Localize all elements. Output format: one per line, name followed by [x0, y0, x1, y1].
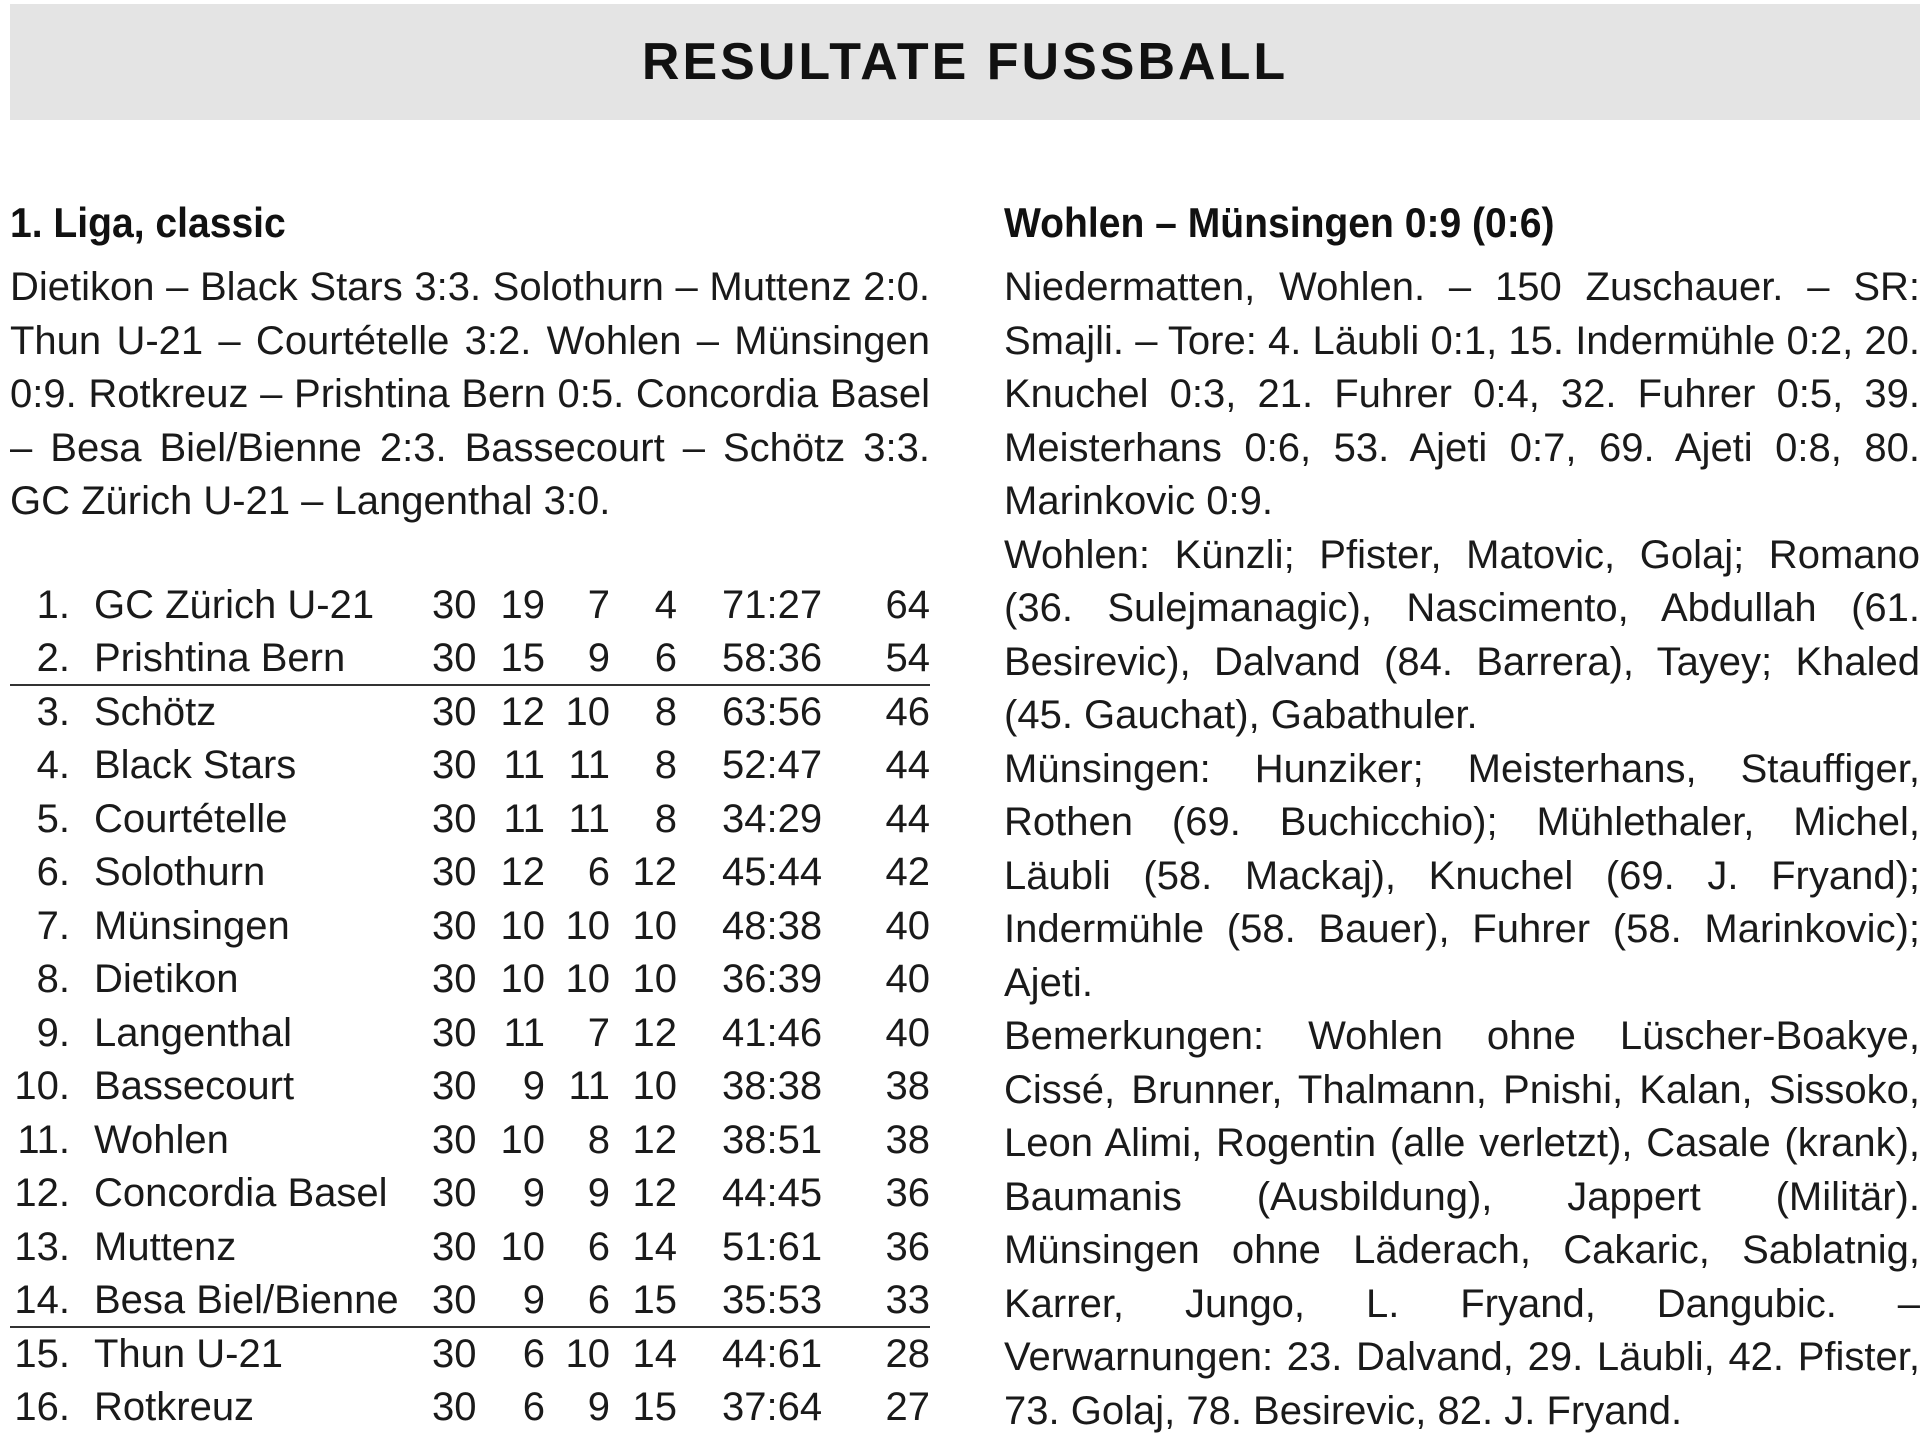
standings-points: 36 [885, 1171, 930, 1215]
standings-goals: 34:29 [722, 796, 823, 841]
standings-row [10, 793, 930, 847]
standings-points: 54 [885, 636, 930, 680]
standings-rank: 3. [36, 689, 70, 734]
standings-team: Langenthal [94, 1010, 292, 1055]
standings-wins: 11 [503, 1010, 545, 1055]
standings-games: 30 [432, 1117, 477, 1162]
standings-team: Bassecourt [94, 1064, 295, 1108]
standings-row [10, 579, 930, 633]
standings-games: 30 [432, 1385, 477, 1429]
standings-draws: 10 [565, 1331, 610, 1376]
standings-team: Wohlen [94, 1117, 229, 1162]
standings-losses: 12 [632, 1010, 677, 1055]
standings-wins: 12 [500, 850, 545, 894]
standings-goals: 45:44 [722, 850, 823, 894]
standings-draws: 8 [587, 1117, 610, 1162]
standings-games: 30 [432, 1224, 477, 1269]
standings-draws: 6 [587, 850, 610, 894]
standings-row [10, 739, 930, 793]
standings-goals: 58:36 [722, 636, 823, 680]
standings-points: 46 [885, 689, 930, 734]
standings-rank: 8. [36, 957, 70, 1001]
standings-goals: 51:61 [722, 1224, 823, 1269]
standings-losses: 10 [632, 1064, 677, 1108]
standings-row [10, 632, 930, 686]
standings-goals: 37:64 [722, 1385, 823, 1429]
standings-points: 38 [885, 1117, 930, 1162]
standings-games: 30 [432, 743, 477, 787]
league-heading: 1. Liga, classic [10, 199, 286, 246]
standings-losses: 8 [654, 796, 677, 841]
standings-wins: 9 [522, 1171, 545, 1215]
standings-losses: 6 [654, 636, 677, 680]
standings-table [10, 579, 930, 1435]
standings-wins: 10 [500, 957, 545, 1001]
standings-points: 64 [885, 582, 930, 627]
standings-goals: 48:38 [722, 903, 823, 948]
standings-rank: 5. [36, 796, 70, 841]
standings-goals: 35:53 [722, 1278, 823, 1322]
standings-losses: 15 [632, 1278, 677, 1322]
standings-draws: 11 [568, 1064, 610, 1108]
standings-draws: 9 [587, 1171, 610, 1215]
standings-draws: 10 [565, 903, 610, 948]
standings-team: Black Stars [94, 743, 297, 787]
standings-rank: 10. [14, 1064, 70, 1108]
standings-points: 44 [885, 743, 930, 787]
results-paragraph: Dietikon – Black Stars 3:3. Solothurn – Muttenz 2:0. Thun U-21 – Courtételle 3:2. Wohlen – Münsingen 0:9. Rotkreuz – Prishtina Bern 0:5. Concordia Basel – Besa Biel/Bienne 2:3. Bassecourt – Schötz 3:3. GC Zürich U-21 – Langenthal 3:0. [10, 265, 930, 523]
standings-goals: 44:45 [722, 1171, 823, 1215]
standings-points: 40 [885, 957, 930, 1001]
standings-rank: 11. [17, 1117, 70, 1162]
standings-games: 30 [432, 1010, 477, 1055]
standings-wins: 10 [500, 903, 545, 948]
standings-goals: 41:46 [722, 1010, 823, 1055]
standings-losses: 8 [654, 743, 677, 787]
page-title: RESULTATE FUSSBALL [641, 33, 1289, 91]
standings-draws: 11 [568, 796, 610, 841]
standings-games: 30 [432, 582, 477, 627]
standings-team: Besa Biel/Bienne [94, 1278, 399, 1322]
standings-draws: 11 [568, 743, 610, 787]
standings-draws: 6 [587, 1224, 610, 1269]
standings-games: 30 [432, 1064, 477, 1108]
standings-rank: 9. [36, 1010, 70, 1055]
standings-wins: 15 [500, 636, 545, 680]
standings-goals: 52:47 [722, 743, 823, 787]
standings-row [10, 1007, 930, 1061]
standings-row [10, 1381, 930, 1435]
standings-rank: 4. [36, 743, 70, 787]
standings-points: 44 [885, 796, 930, 841]
standings-row [10, 686, 930, 740]
standings-points: 28 [885, 1331, 930, 1376]
standings-goals: 38:38 [722, 1064, 823, 1108]
standings-row [10, 846, 930, 900]
standings-goals: 63:56 [722, 689, 823, 734]
standings-wins: 9 [522, 1064, 545, 1108]
standings-row [10, 1167, 930, 1221]
standings-points: 33 [885, 1278, 930, 1322]
standings-draws: 6 [587, 1278, 610, 1322]
standings-team: Dietikon [94, 957, 239, 1001]
standings-row [10, 1328, 930, 1382]
standings-team: Schötz [94, 689, 217, 734]
standings-games: 30 [432, 957, 477, 1001]
standings-team: GC Zürich U-21 [94, 582, 375, 627]
standings-games: 30 [432, 850, 477, 894]
standings-points: 36 [885, 1224, 930, 1269]
standings-wins: 12 [500, 689, 545, 734]
left-column [10, 195, 930, 1435]
standings-wins: 19 [500, 582, 545, 627]
standings-rank: 1. [36, 582, 70, 627]
standings-draws: 7 [587, 1010, 610, 1055]
standings-row [10, 1060, 930, 1114]
standings-losses: 8 [654, 689, 677, 734]
standings-games: 30 [432, 1171, 477, 1215]
standings-losses: 12 [632, 850, 677, 894]
standings-games: 30 [432, 903, 477, 948]
standings-wins: 6 [522, 1331, 545, 1376]
standings-points: 38 [885, 1064, 930, 1108]
standings-losses: 10 [632, 957, 677, 1001]
right-column [1004, 195, 1920, 1438]
standings-wins: 10 [500, 1224, 545, 1269]
standings-wins: 10 [500, 1117, 545, 1162]
standings-draws: 9 [587, 636, 610, 680]
standings-losses: 14 [632, 1331, 677, 1376]
standings-row [10, 1274, 930, 1328]
standings-points: 40 [885, 1010, 930, 1055]
standings-team: Münsingen [94, 903, 290, 948]
standings-draws: 10 [565, 957, 610, 1001]
standings-losses: 4 [654, 582, 677, 627]
standings-games: 30 [432, 1278, 477, 1322]
standings-row [10, 1221, 930, 1275]
standings-goals: 44:61 [722, 1331, 823, 1376]
standings-team: Prishtina Bern [94, 636, 346, 680]
standings-rank: 6. [36, 850, 70, 894]
standings-team: Rotkreuz [94, 1385, 255, 1429]
standings-games: 30 [432, 1331, 477, 1376]
standings-row [10, 900, 930, 954]
standings-losses: 14 [632, 1224, 677, 1269]
standings-rank: 7. [36, 903, 70, 948]
standings-team: Solothurn [94, 850, 266, 894]
standings-team: Courtételle [94, 796, 288, 841]
standings-losses: 15 [632, 1385, 677, 1429]
standings-goals: 71:27 [722, 582, 823, 627]
standings-team: Concordia Basel [94, 1171, 388, 1215]
standings-wins: 6 [522, 1385, 545, 1429]
standings-rank: 2. [36, 636, 70, 680]
muensingen-lineup-paragraph: Münsingen: Hunziker; Meisterhans, Stauffiger, Rothen (69. Buchicchio); Mühlethaler, Michel, Läubli (58. Mackaj), Knuchel (69. J. Fryand); Indermühle (58. Bauer), Fuhrer (58. Marinkovic); Ajeti. [1004, 746, 1920, 1005]
standings-points: 42 [885, 850, 930, 894]
standings-team: Thun U-21 [94, 1331, 283, 1376]
standings-row [10, 1114, 930, 1168]
standings-row [10, 953, 930, 1007]
standings-points: 27 [885, 1385, 930, 1429]
standings-goals: 36:39 [722, 957, 823, 1001]
standings-goals: 38:51 [722, 1117, 823, 1162]
standings-points: 40 [885, 903, 930, 948]
standings-games: 30 [432, 636, 477, 680]
standings-wins: 11 [503, 796, 545, 841]
standings-wins: 9 [522, 1278, 545, 1322]
standings-games: 30 [432, 796, 477, 841]
remarks-paragraph: Bemerkungen: Wohlen ohne Lüscher-Boakye, Cissé, Brunner, Thalmann, Pnishi, Kalan, Sissoko, Leon Alimi, Rogentin (alle verletzt), Casale (krank), Baumanis (Ausbildung), Jappert (Militär). Münsingen ohne Läderach, Cakaric, Sablatnig, Karrer, Jungo, L. Fryand, Dangubic. – Verwarnungen: 23. Dalvand, 29. Läubli, 42. Pfister, 73. Golaj, 78. Besirevic, 82. J. Fryand. [1004, 1014, 1920, 1433]
standings-rank: 13. [14, 1224, 70, 1269]
standings-losses: 10 [632, 903, 677, 948]
standings-draws: 9 [587, 1385, 610, 1429]
standings-rank: 12. [14, 1171, 70, 1215]
standings-games: 30 [432, 689, 477, 734]
match-details-paragraph: Niedermatten, Wohlen. – 150 Zuschauer. – SR: Smajli. – Tore: 4. Läubli 0:1, 15. Indermühle 0:2, 20. Knuchel 0:3, 21. Fuhrer 0:4, 32. Fuhrer 0:5, 39. Meisterhans 0:6, 53. Ajeti 0:7, 69. Ajeti 0:8, 80. Marinkovic 0:9. [1004, 265, 1920, 523]
wohlen-lineup-paragraph: Wohlen: Künzli; Pfister, Matovic, Golaj; Romano (36. Sulejmanagic), Nascimento, Abdullah (61. Besirevic), Dalvand (84. Barrera), Tayey; Khaled (45. Gauchat), Gabathuler. [1004, 532, 1920, 737]
standings-team: Muttenz [94, 1224, 237, 1269]
standings-wins: 11 [503, 743, 545, 787]
standings-losses: 12 [632, 1171, 677, 1215]
standings-losses: 12 [632, 1117, 677, 1162]
match-heading: Wohlen – Münsingen 0:9 (0:6) [1004, 199, 1555, 246]
standings-rank: 16. [14, 1385, 70, 1429]
standings-draws: 7 [587, 582, 610, 627]
standings-rank: 15. [14, 1331, 70, 1376]
standings-rank: 14. [14, 1278, 70, 1322]
standings-draws: 10 [565, 689, 610, 734]
